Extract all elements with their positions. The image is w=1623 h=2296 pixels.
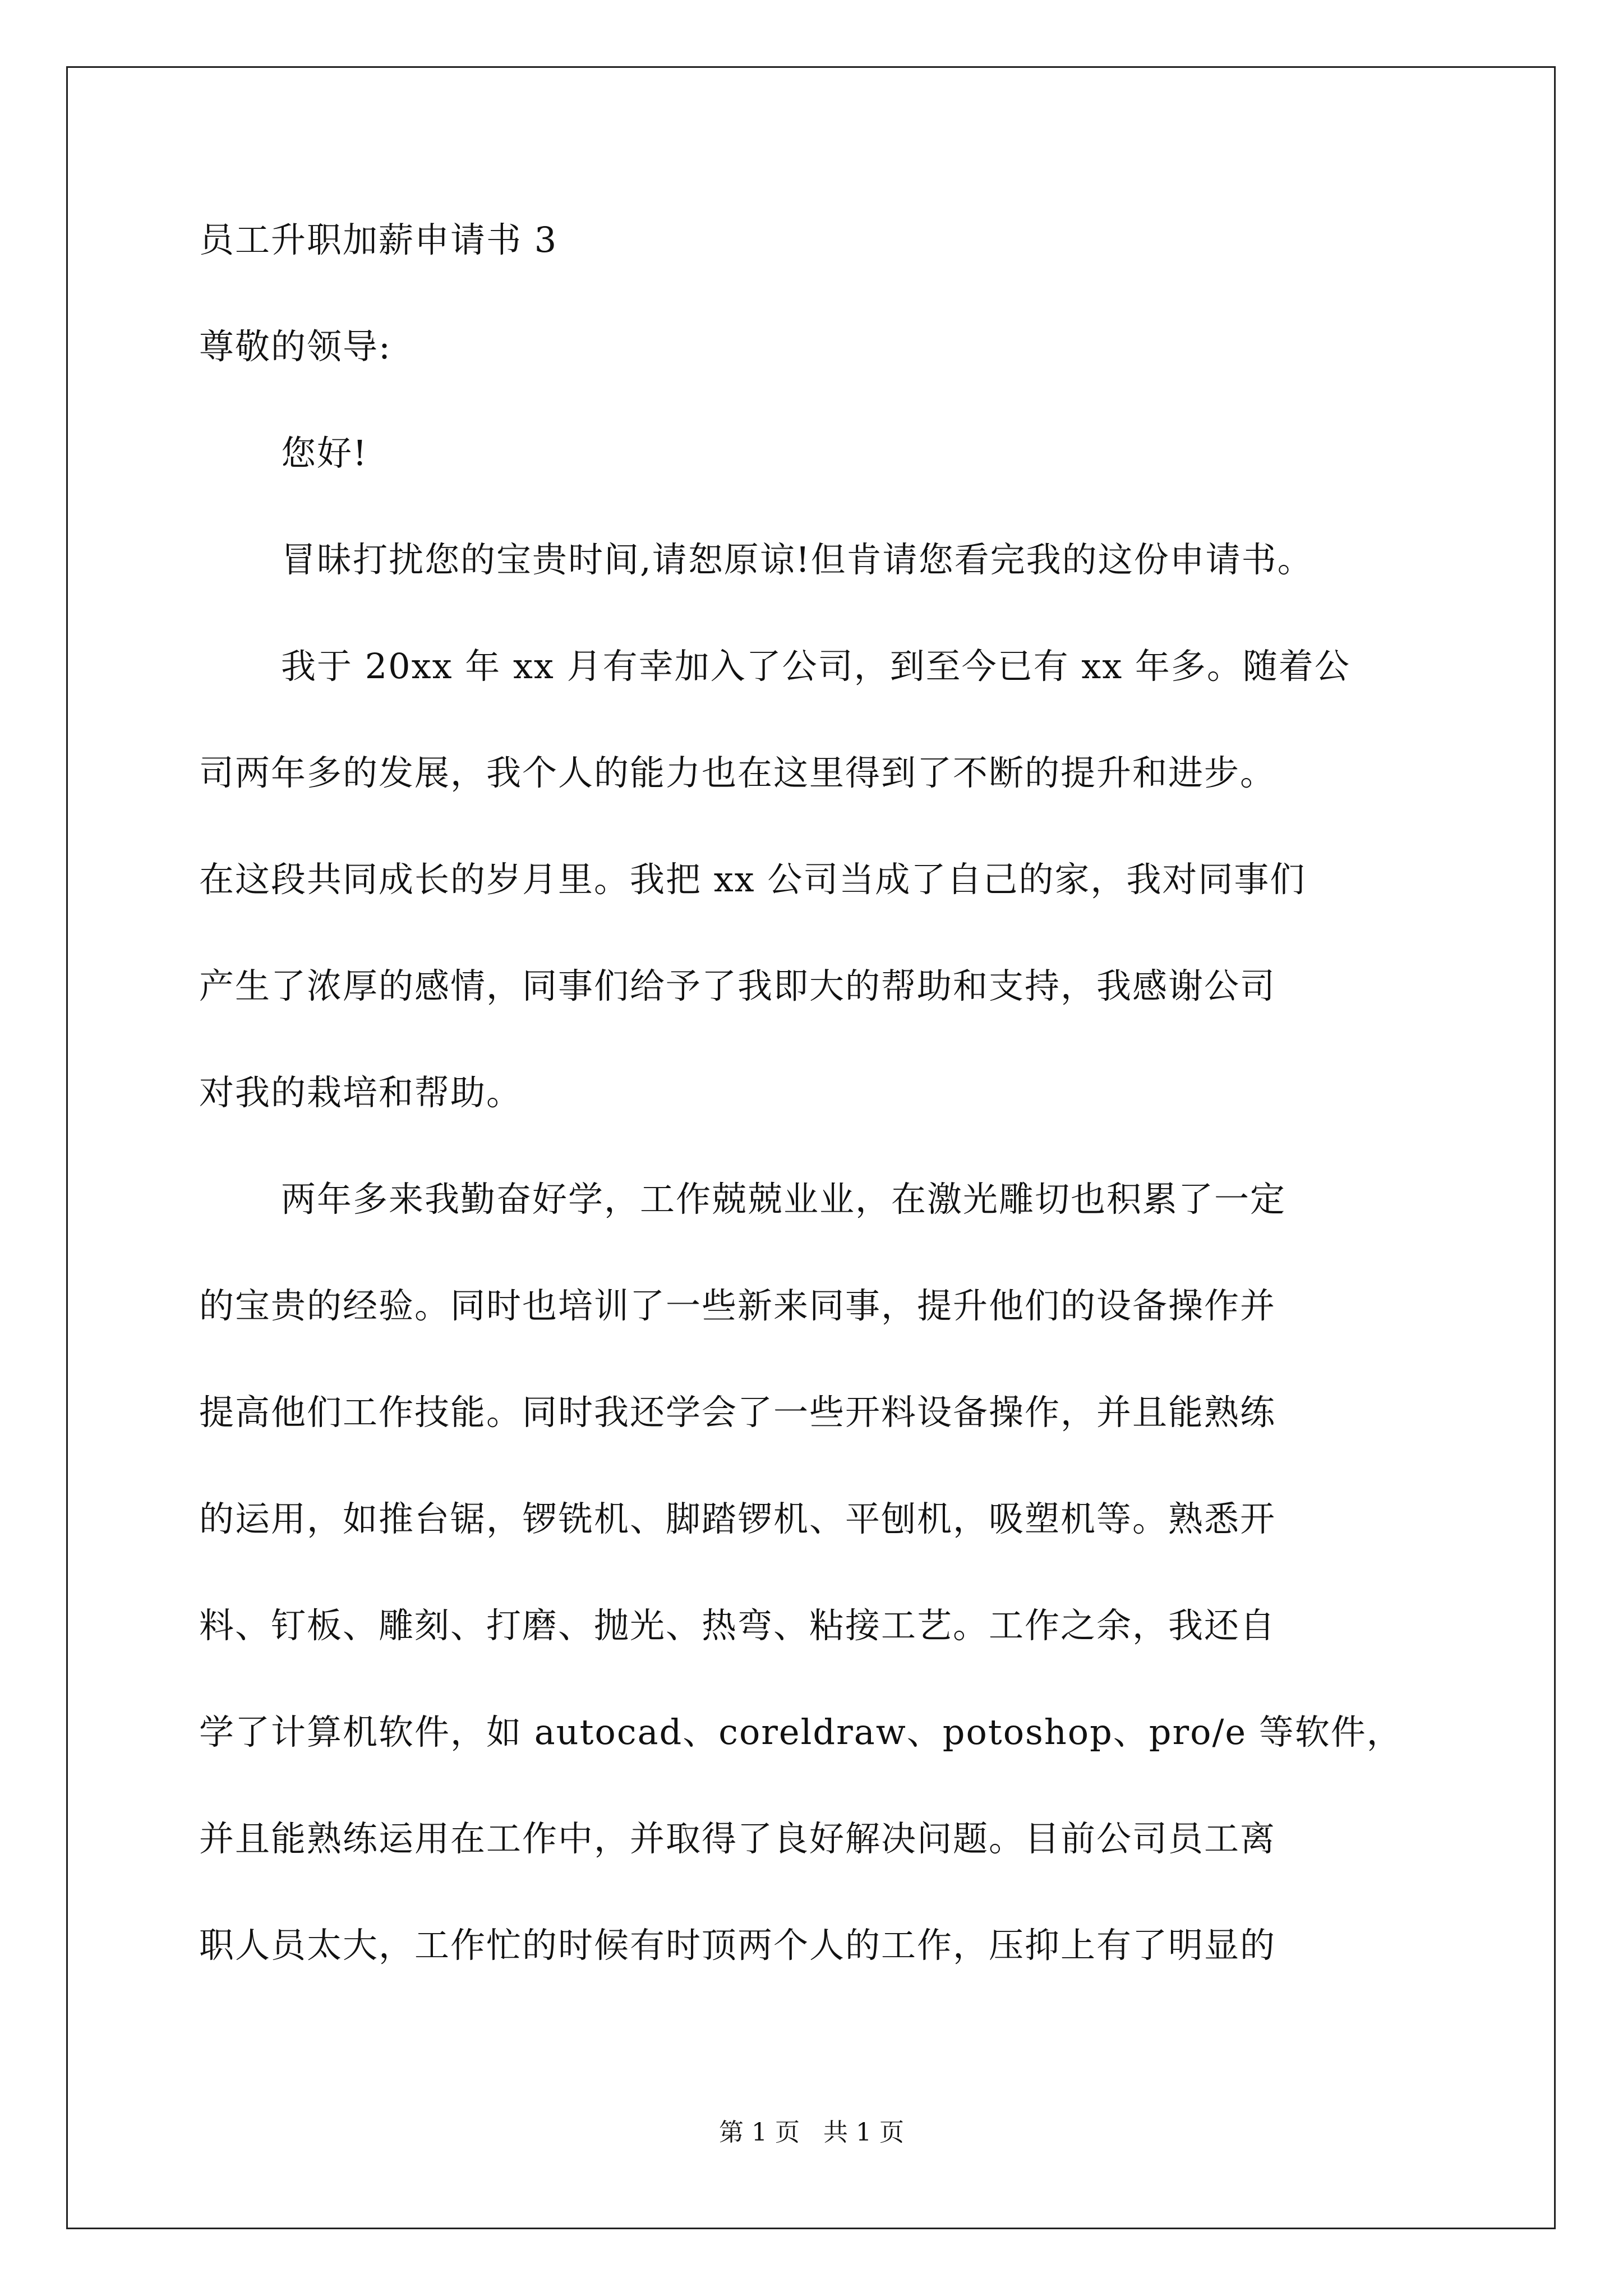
text-line: 我于 20xx 年 xx 月有幸加入了公司，到至今已有 xx 年多。随着公 <box>281 646 1350 687</box>
text-line: 司两年多的发展，我个人的能力也在这里得到了不断的提升和进步。 <box>199 752 1276 793</box>
text-line: 职人员太大，工作忙的时候有时顶两个人的工作，压抑上有了明显的 <box>199 1925 1276 1966</box>
document-title: 员工升职加薪申请书 3 <box>199 219 558 260</box>
salutation: 尊敬的领导: <box>199 326 391 367</box>
page-total: 共 1 页 <box>823 2118 904 2147</box>
text-line: 在这段共同成长的岁月里。我把 xx 公司当成了自己的家，我对同事们 <box>199 859 1306 900</box>
text-line: 料、钉板、雕刻、打磨、抛光、热弯、粘接工艺。工作之余，我还自 <box>199 1605 1276 1646</box>
text-line: 您好! <box>281 432 368 473</box>
document-body <box>199 213 1455 1972</box>
text-line: 冒昧打扰您的宝贵时间,请恕原谅!但肯请您看完我的这份申请书。 <box>281 539 1313 580</box>
text-line: 对我的栽培和帮助。 <box>199 1072 523 1113</box>
text-line: 的运用，如推台锯，锣铣机、脚踏锣机、平刨机，吸塑机等。熟悉开 <box>199 1498 1276 1539</box>
text-line: 提高他们工作技能。同时我还学会了一些开料设备操作，并且能熟练 <box>199 1392 1276 1433</box>
text-line: 两年多来我勤奋好学，工作兢兢业业，在激光雕切也积累了一定 <box>281 1179 1287 1220</box>
page-footer <box>0 2116 1623 2150</box>
body-lines <box>199 426 1455 1972</box>
page-number: 第 1 页 <box>719 2118 800 2147</box>
text-line: 学了计算机软件，如 autocad、coreldraw、potoshop、pro/e 等软件， <box>199 1711 1403 1752</box>
text-line: 并且能熟练运用在工作中，并取得了良好解决问题。目前公司员工离 <box>199 1818 1276 1859</box>
text-line: 的宝贵的经验。同时也培训了一些新来同事，提升他们的设备操作并 <box>199 1285 1276 1326</box>
text-line: 产生了浓厚的感情，同事们给予了我即大的帮助和支持，我感谢公司 <box>199 965 1276 1006</box>
